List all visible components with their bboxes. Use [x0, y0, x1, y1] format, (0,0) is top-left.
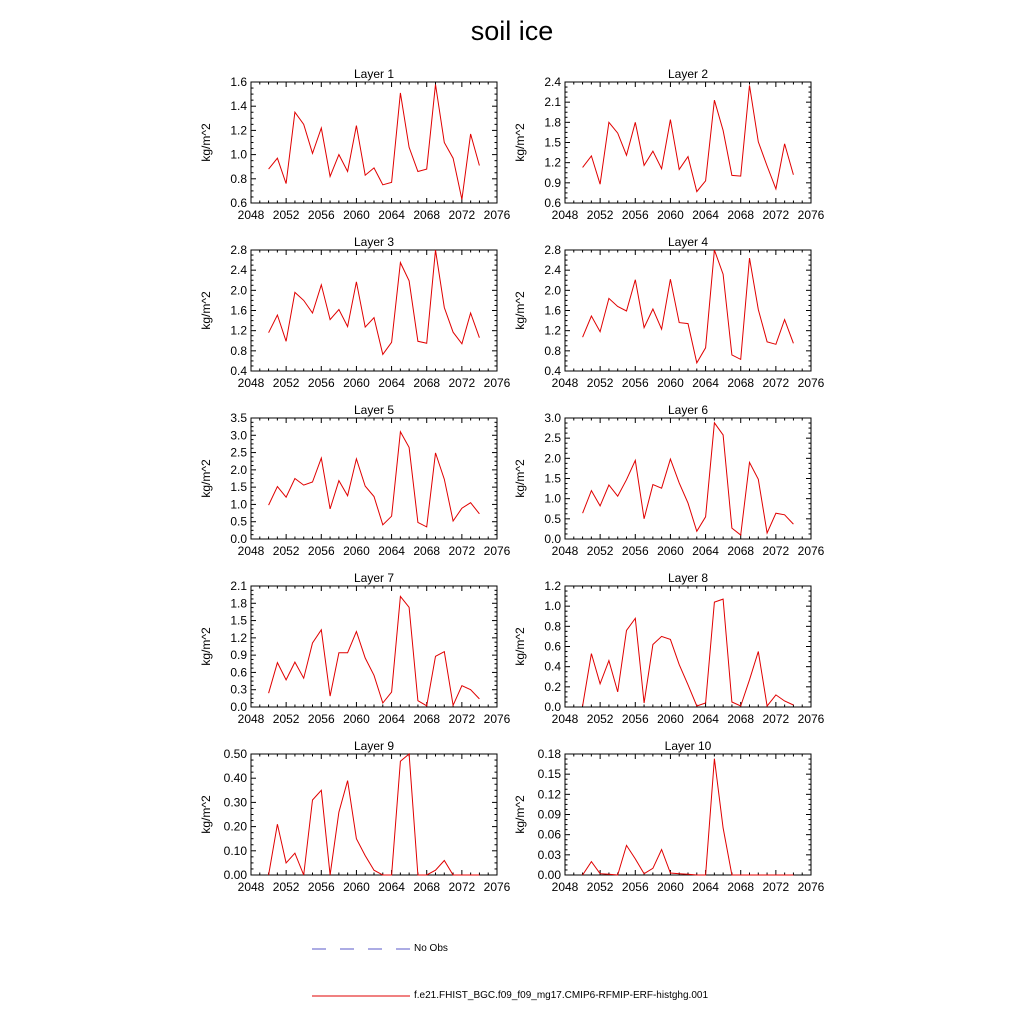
panel-5-xtick-label: 2056	[307, 544, 335, 558]
panel-4-series-line	[583, 250, 794, 363]
panel-7-xtick-label: 2052	[272, 712, 300, 726]
panel-10-xtick-label: 2060	[657, 880, 684, 894]
panel-6-xtick-label: 2060	[657, 544, 684, 558]
panel-1-series-line	[269, 84, 480, 199]
panel-2-xtick-label: 2068	[727, 208, 755, 222]
panel-5-xtick-label: 2076	[483, 544, 511, 558]
panel-6-ylabel: kg/m^2	[513, 459, 527, 498]
panel-8-xtick-label: 2056	[621, 712, 649, 726]
panel-10-xtick-label: 2068	[727, 880, 755, 894]
panel-8-xtick-label: 2052	[586, 712, 614, 726]
panel-2-ytick-label: 2.4	[544, 75, 561, 89]
chart-title: soil ice	[470, 16, 554, 46]
panel-1-xtick-label: 2060	[343, 208, 370, 222]
panel-3-frame	[251, 250, 497, 371]
panel-10-ytick-label: 0.15	[537, 767, 561, 782]
panel-4-xtick-label: 2060	[657, 376, 684, 390]
panel-7-ytick-label: 0.6	[230, 665, 247, 680]
panel-5-xtick-label: 2068	[413, 544, 441, 558]
panel-6-ytick-label: 1.0	[544, 491, 561, 506]
panel-10-xtick-label: 2076	[797, 880, 825, 894]
panel-7-ytick-label: 0.3	[230, 682, 247, 697]
panel-9-xtick-label: 2048	[237, 880, 265, 894]
panel-9-xtick-label: 2060	[343, 880, 370, 894]
panel-4-ytick-label: 0.4	[544, 364, 561, 378]
panel-4-xtick-label: 2072	[762, 376, 790, 390]
panel-2-xtick-label: 2076	[797, 208, 825, 222]
panel-5-ytick-label: 0.5	[230, 514, 247, 529]
panel-7-ylabel: kg/m^2	[199, 627, 213, 666]
panel-6-ytick-label: 1.5	[544, 471, 561, 486]
panel-7-ytick-label: 2.1	[230, 579, 247, 593]
panel-5-ytick-label: 2.5	[230, 445, 247, 460]
panel-8-title: Layer 8	[667, 571, 709, 585]
panel-4-xtick-label: 2056	[621, 376, 649, 390]
panel-9-xtick-label: 2052	[272, 880, 300, 894]
panel-7-ytick-label: 1.2	[230, 630, 247, 645]
panel-1-ytick-label: 0.8	[230, 171, 247, 186]
panel-3-ytick-label: 2.0	[230, 283, 247, 298]
panel-10-ytick-label: 0.03	[537, 847, 561, 862]
panel-4-title: Layer 4	[667, 235, 709, 249]
panel-8-ytick-label: 0.2	[544, 679, 561, 694]
panel-5-ytick-label: 0.0	[230, 532, 247, 546]
panel-10-title: Layer 10	[664, 739, 712, 753]
panel-3-ytick-label: 2.4	[230, 263, 247, 278]
panel-10-ytick-label: 0.00	[537, 868, 561, 882]
panel-4-xtick-label: 2052	[586, 376, 614, 390]
panel-9-xtick-label: 2056	[307, 880, 335, 894]
panel-5-title: Layer 5	[353, 403, 395, 417]
panel-6-xtick-label: 2048	[551, 544, 579, 558]
panel-9-xtick-label: 2068	[413, 880, 441, 894]
panel-10-ytick-label: 0.09	[537, 807, 561, 822]
panel-5-xtick-label: 2048	[237, 544, 265, 558]
panel-5-ytick-label: 2.0	[230, 462, 247, 477]
panel-10-ytick-label: 0.12	[537, 787, 561, 802]
panel-9-ytick-label: 0.10	[223, 843, 247, 858]
panel-3-xtick-label: 2056	[307, 376, 335, 390]
panel-4-ytick-label: 1.2	[544, 323, 561, 338]
panel-7-xtick-label: 2048	[237, 712, 265, 726]
panel-3-xtick-label: 2060	[343, 376, 370, 390]
panel-10-xtick-label: 2072	[762, 880, 790, 894]
panel-6-ytick-label: 2.5	[544, 431, 561, 446]
panel-8-ytick-label: 1.2	[544, 579, 561, 593]
panel-1-frame	[251, 82, 497, 203]
panel-3-title: Layer 3	[353, 235, 395, 249]
panel-9-title: Layer 9	[353, 739, 395, 753]
panel-5-ytick-label: 1.5	[230, 480, 247, 495]
panel-9-ytick-label: 0.00	[223, 868, 247, 882]
panel-10-frame	[565, 754, 811, 875]
panel-2-ytick-label: 2.1	[544, 95, 561, 110]
panel-1-xtick-label: 2052	[272, 208, 300, 222]
panel-4-xtick-label: 2068	[727, 376, 755, 390]
panel-6-frame	[565, 418, 811, 539]
panel-1-xtick-label: 2076	[483, 208, 511, 222]
panel-9-ylabel: kg/m^2	[199, 795, 213, 834]
panel-3-ytick-label: 1.6	[230, 303, 247, 318]
panel-8-ytick-label: 0.0	[544, 700, 561, 714]
panel-8-xtick-label: 2076	[797, 712, 825, 726]
panel-6-series-line	[583, 423, 794, 535]
panel-10-ytick-label: 0.18	[537, 747, 561, 761]
panel-6-xtick-label: 2068	[727, 544, 755, 558]
panel-1-xtick-label: 2048	[237, 208, 265, 222]
panel-9-ytick-label: 0.30	[223, 795, 247, 810]
panel-5-xtick-label: 2072	[448, 544, 476, 558]
panel-3-ylabel: kg/m^2	[199, 291, 213, 330]
panel-4-ylabel: kg/m^2	[513, 291, 527, 330]
panel-2-ytick-label: 0.6	[544, 196, 561, 210]
panel-5-ytick-label: 3.5	[230, 411, 247, 425]
panel-7-xtick-label: 2072	[448, 712, 476, 726]
panel-5-ylabel: kg/m^2	[199, 459, 213, 498]
panel-10-ylabel: kg/m^2	[513, 795, 527, 834]
panel-9-xtick-label: 2072	[448, 880, 476, 894]
panel-3-xtick-label: 2064	[378, 376, 405, 390]
panel-4-xtick-label: 2064	[692, 376, 719, 390]
panel-10-ytick-label: 0.06	[537, 827, 561, 842]
panel-4-ytick-label: 2.8	[544, 243, 561, 257]
panel-1-xtick-label: 2072	[448, 208, 476, 222]
panel-8-ylabel: kg/m^2	[513, 627, 527, 666]
panel-10-xtick-label: 2064	[692, 880, 719, 894]
legend-model-label: f.e21.FHIST_BGC.f09_f09_mg17.CMIP6-RFMIP-ERF-histghg.001	[414, 990, 709, 1001]
panel-7-ytick-label: 0.9	[230, 648, 247, 663]
panel-6-xtick-label: 2072	[762, 544, 790, 558]
panel-4-ytick-label: 2.4	[544, 263, 561, 278]
panel-5-ytick-label: 3.0	[230, 428, 247, 443]
panel-6-title: Layer 6	[667, 403, 709, 417]
panel-6-xtick-label: 2052	[586, 544, 614, 558]
panel-2-ylabel: kg/m^2	[513, 123, 527, 162]
panel-10-series-line	[583, 759, 794, 875]
panel-2-ytick-label: 1.2	[544, 155, 561, 170]
panel-2-ytick-label: 1.5	[544, 135, 561, 150]
panel-8-xtick-label: 2048	[551, 712, 579, 726]
panel-5-xtick-label: 2064	[378, 544, 405, 558]
panel-8-xtick-label: 2068	[727, 712, 755, 726]
panel-3-xtick-label: 2052	[272, 376, 300, 390]
panel-7-xtick-label: 2068	[413, 712, 441, 726]
panel-4-xtick-label: 2076	[797, 376, 825, 390]
panel-4-ytick-label: 0.8	[544, 343, 561, 358]
panel-7-xtick-label: 2064	[378, 712, 405, 726]
panel-4-xtick-label: 2048	[551, 376, 579, 390]
panel-1-ytick-label: 1.0	[230, 147, 247, 162]
panel-2-xtick-label: 2052	[586, 208, 614, 222]
panel-6-ytick-label: 0.5	[544, 511, 561, 526]
panel-8-series-line	[583, 599, 794, 706]
panel-1-ytick-label: 0.6	[230, 196, 247, 210]
panel-6-xtick-label: 2056	[621, 544, 649, 558]
panel-2-xtick-label: 2060	[657, 208, 684, 222]
panel-3-ytick-label: 0.4	[230, 364, 247, 378]
panel-1-ylabel: kg/m^2	[199, 123, 213, 162]
panel-3-xtick-label: 2068	[413, 376, 441, 390]
panel-10-xtick-label: 2048	[551, 880, 579, 894]
panel-9-ytick-label: 0.50	[223, 747, 247, 761]
panel-9-frame	[251, 754, 497, 875]
panel-2-xtick-label: 2064	[692, 208, 719, 222]
panel-1-ytick-label: 1.6	[230, 75, 247, 89]
panel-7-title: Layer 7	[353, 571, 395, 585]
panel-7-ytick-label: 0.0	[230, 700, 247, 714]
panel-7-xtick-label: 2060	[343, 712, 370, 726]
panel-6-xtick-label: 2064	[692, 544, 719, 558]
panel-4-frame	[565, 250, 811, 371]
panel-7-xtick-label: 2056	[307, 712, 335, 726]
panel-3-ytick-label: 2.8	[230, 243, 247, 257]
panel-9-xtick-label: 2076	[483, 880, 511, 894]
panel-6-ytick-label: 3.0	[544, 411, 561, 425]
panel-1-xtick-label: 2064	[378, 208, 405, 222]
panel-5-frame	[251, 418, 497, 539]
panel-5-series-line	[269, 432, 480, 527]
panel-5-xtick-label: 2052	[272, 544, 300, 558]
panel-7-ytick-label: 1.8	[230, 596, 247, 611]
panel-9-ytick-label: 0.20	[223, 819, 247, 834]
panel-8-ytick-label: 0.6	[544, 639, 561, 654]
panel-8-xtick-label: 2064	[692, 712, 719, 726]
panel-5-ytick-label: 1.0	[230, 497, 247, 512]
panel-3-xtick-label: 2072	[448, 376, 476, 390]
panel-10-xtick-label: 2052	[586, 880, 614, 894]
panel-3-xtick-label: 2076	[483, 376, 511, 390]
panel-8-xtick-label: 2072	[762, 712, 790, 726]
panel-4-ytick-label: 1.6	[544, 303, 561, 318]
panel-9-xtick-label: 2064	[378, 880, 405, 894]
panel-1-ytick-label: 1.4	[230, 99, 247, 114]
panel-1-ytick-label: 1.2	[230, 123, 247, 138]
panel-4-ytick-label: 2.0	[544, 283, 561, 298]
panel-6-ytick-label: 2.0	[544, 451, 561, 466]
panel-8-frame	[565, 586, 811, 707]
panel-7-series-line	[269, 596, 480, 705]
panel-2-title: Layer 2	[667, 67, 709, 81]
panel-7-ytick-label: 1.5	[230, 613, 247, 628]
panel-2-xtick-label: 2048	[551, 208, 579, 222]
panel-1-xtick-label: 2068	[413, 208, 441, 222]
panel-1-title: Layer 1	[353, 67, 395, 81]
panel-3-xtick-label: 2048	[237, 376, 265, 390]
panel-2-series-line	[583, 85, 794, 191]
panel-3-ytick-label: 1.2	[230, 323, 247, 338]
panel-6-xtick-label: 2076	[797, 544, 825, 558]
panel-8-xtick-label: 2060	[657, 712, 684, 726]
panel-9-series-line	[269, 754, 480, 875]
panel-5-xtick-label: 2060	[343, 544, 370, 558]
panel-3-series-line	[269, 250, 480, 354]
panel-8-ytick-label: 1.0	[544, 599, 561, 614]
panel-1-xtick-label: 2056	[307, 208, 335, 222]
panel-2-ytick-label: 0.9	[544, 175, 561, 190]
panel-2-ytick-label: 1.8	[544, 115, 561, 130]
panel-10-xtick-label: 2056	[621, 880, 649, 894]
panel-8-ytick-label: 0.4	[544, 659, 561, 674]
panel-9-ytick-label: 0.40	[223, 771, 247, 786]
panel-6-ytick-label: 0.0	[544, 532, 561, 546]
panel-8-ytick-label: 0.8	[544, 619, 561, 634]
panel-3-ytick-label: 0.8	[230, 343, 247, 358]
panel-2-xtick-label: 2072	[762, 208, 790, 222]
panel-7-xtick-label: 2076	[483, 712, 511, 726]
legend-obs-label: No Obs	[414, 943, 448, 954]
panel-2-xtick-label: 2056	[621, 208, 649, 222]
